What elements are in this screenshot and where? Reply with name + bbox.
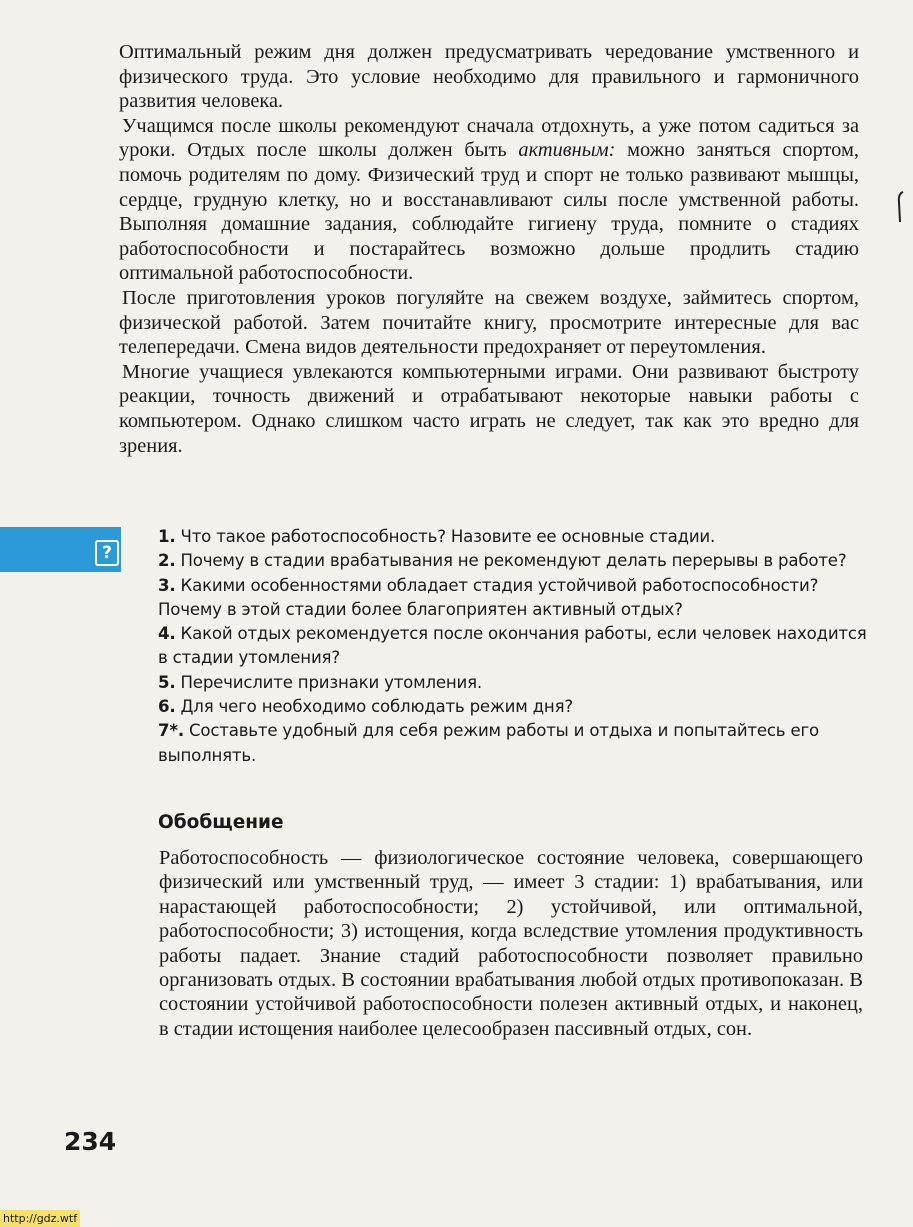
paragraph: Оптимальный режим дня должен предусматривать чередование умственного и физического труда. Это условие необходимо для правильного и гармоничного развития человека. xyxy=(119,41,859,113)
summary-text: Работоспособность — физиологическое состояние человека, совершающего физический или умственный труд, — имеет 3 стадии: 1) врабатывания, или нарастающей работоспособности; 2) устойчивой, или оптимальной, работоспособности; 3) истощения, когда вследствие утомления продуктивность работы падает. Знание стадий работоспособности позволяет правильно организовать отдых. В состоянии врабатывания любой отдых противопоказан. В состоянии устойчивой работоспособности полезен активный отдых, и наконец, в стадии истощения наиболее целесообразен пассивный отдых, сон. xyxy=(159,847,863,1040)
question-item: 2. Почему в стадии врабатывания не рекомендуют делать перерывы в работе? xyxy=(158,551,847,571)
margin-bracket-icon xyxy=(896,190,906,224)
question-item: 7*. Составьте удобный для себя режим работы и отдыха и попытайтесь его выполнять. xyxy=(158,721,819,765)
page-number: 234 xyxy=(64,1127,117,1156)
question-item: 3. Какими особенностями обладает стадия устойчивой работоспособности? Почему в этой стадии более благоприятен активный отдых? xyxy=(158,575,819,619)
question-icon: ? xyxy=(95,540,119,566)
question-item: 6. Для чего необходимо соблюдать режим дня? xyxy=(158,697,573,717)
paragraph: После приготовления уроков погуляйте на свежем воздухе, займитесь спортом, физической работой. Затем почитайте книгу, просмотрите интересные для вас телепередачи. Смена видов деятельности предохраняет от переутомления. xyxy=(119,286,859,359)
main-text xyxy=(119,40,859,458)
paragraph: Учащимся после школы рекомендуют сначала отдохнуть, а уже потом садиться за уроки. Отдых после школы должен быть активным: можно заняться спортом, помочь родителям по дому. Физический труд и спорт не только развивают мышцы, сердце, грудную клетку, но и восстанавливают силы после умственной работы. Выполняя домашние задания, соблюдайте гигиену труда, помните о стадиях работоспособности и постарайтесь возможно дольше продлить стадию оптимальной работоспособности. xyxy=(119,114,859,285)
emphasis: активным: xyxy=(518,139,616,162)
watermark-link[interactable]: http://gdz.wtf xyxy=(0,1210,80,1227)
paragraph: Многие учащиеся увлекаются компьютерными играми. Они развивают быстроту реакции, точность движений и отрабатывают некоторые навыки работы с компьютером. Однако слишком часто играть не следует, так как это вредно для зрения. xyxy=(119,360,859,457)
question-item: 1. Что такое работоспособность? Назовите ее основные стадии. xyxy=(158,527,716,546)
summary-heading: Обобщение xyxy=(158,812,284,833)
question-item: 4. Какой отдых рекомендуется после окончания работы, если человек находится в стадии утомления? xyxy=(158,624,867,668)
question-item: 5. Перечислите признаки утомления. xyxy=(158,672,482,692)
questions-list xyxy=(158,525,868,768)
